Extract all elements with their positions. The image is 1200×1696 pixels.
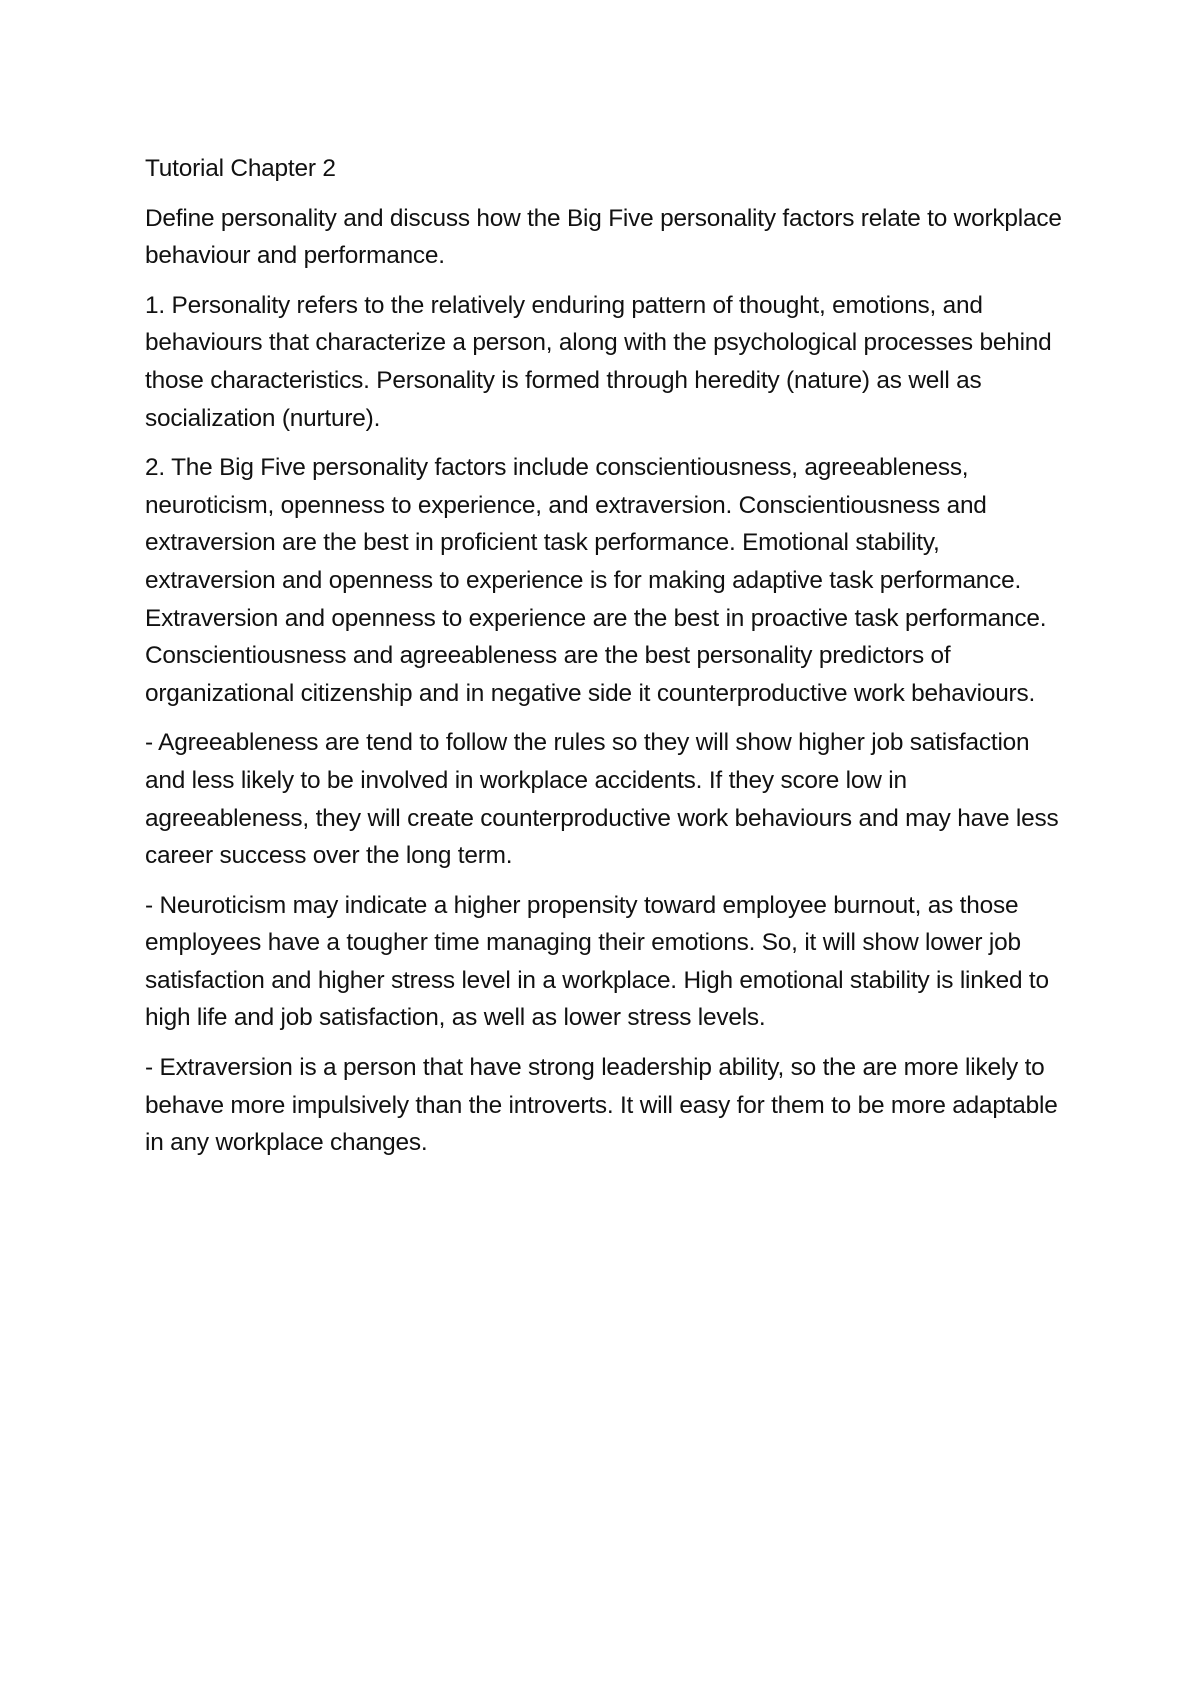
extraversion-paragraph: - Extraversion is a person that have strong leadership ability, so the are more likely to behave more impulsively than the introverts. It will easy for them to be more adaptable in any workplace changes. (145, 1054, 1058, 1157)
answer-paragraph-1: 1. Personality refers to the relatively enduring pattern of thought, emotions, and behaviours that characterize a person, along with the psychological processes behind those characteristics. Personality is formed through heredity (nature) as well as socialization (nurture). (145, 291, 1052, 432)
document-title: Tutorial Chapter 2 (145, 155, 336, 182)
agreeableness-paragraph: - Agreeableness are tend to follow the rules so they will show higher job satisfaction and less likely to be involved in workplace accidents. If they score low in agreeableness, they will create counterproductive work behaviours and may have less career success over the long term. (145, 729, 1059, 870)
neuroticism-paragraph: - Neuroticism may indicate a higher propensity toward employee burnout, as those employees have a tougher time managing their emotions. So, it will show lower job satisfaction and higher stress level in a workplace. High emotional stability is linked to high life and job satisfaction, as well as lower stress levels. (145, 891, 1049, 1032)
question-paragraph: Define personality and discuss how the Big Five personality factors relate to workplace behaviour and performance. (145, 204, 1062, 270)
document-body (145, 150, 1070, 1174)
answer-paragraph-2: 2. The Big Five personality factors include conscientiousness, agreeableness, neuroticism, openness to experience, and extraversion. Conscientiousness and extraversion are the best in proficient task performance. Emotional stability, extraversion and openness to experience is for making adaptive task performance. Extraversion and openness to experience are the best in proactive task performance. Conscientiousness and agreeableness are the best personality predictors of organizational citizenship and in negative side it counterproductive work behaviours. (145, 454, 1047, 707)
